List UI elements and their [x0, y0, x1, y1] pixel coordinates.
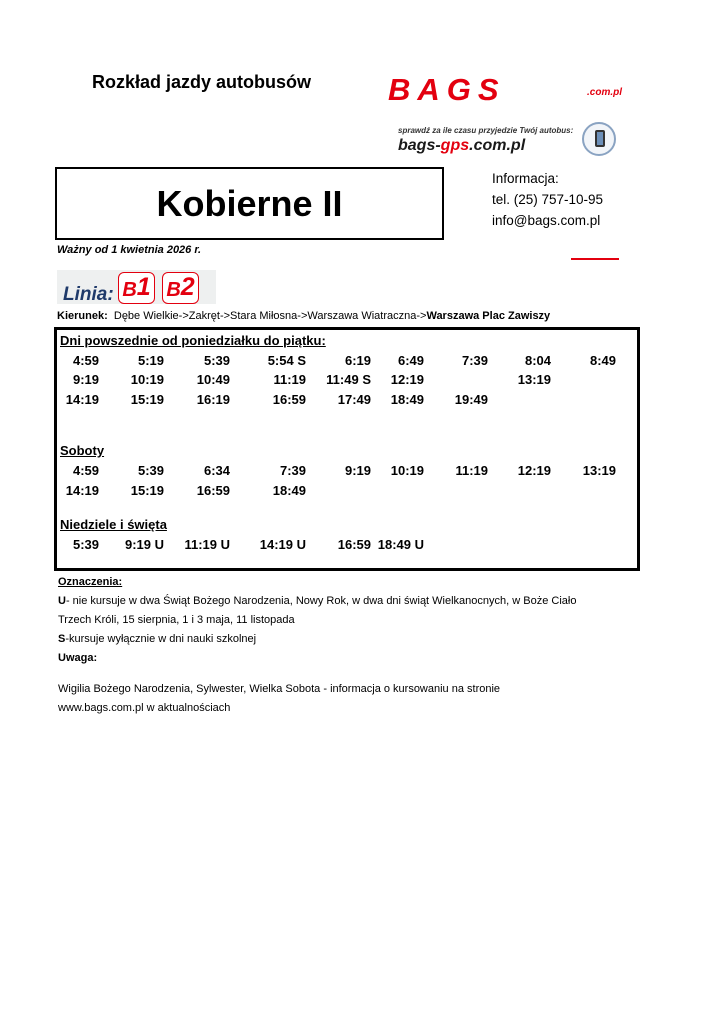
departure-time: 18:49	[390, 392, 424, 407]
legend-s-key: S	[58, 633, 66, 645]
line-letter: B	[122, 279, 137, 301]
line-label: Linia:	[63, 284, 114, 305]
timetable	[54, 327, 640, 571]
departure-time: 16:59	[337, 537, 371, 552]
legend	[58, 573, 576, 668]
remark-line-1: Wigilia Bożego Narodzenia, Sylwester, Wielka Sobota - informacja o kursowaniu na stronie	[58, 683, 501, 695]
departure-time: 18:49 U	[377, 537, 424, 552]
info-label: Informacja:	[492, 171, 559, 186]
departure-time: 16:59	[272, 392, 306, 407]
gps-tagline: sprawdź za ile czasu przyjedzie Twój autobus:	[398, 126, 574, 135]
departure-time: 11:19	[455, 463, 488, 478]
departure-time: 5:39	[72, 537, 99, 552]
direction-label: Kierunek:	[57, 310, 108, 322]
line-number: 2	[180, 273, 195, 301]
info-email[interactable]: info@bags.com.pl	[492, 213, 601, 228]
red-divider	[571, 258, 619, 260]
sundays-heading: Niedziele i święta	[60, 517, 167, 532]
remark	[58, 680, 500, 718]
smartphone-icon	[582, 122, 616, 156]
legend-u-key: U	[58, 595, 66, 607]
departure-time: 8:04	[524, 353, 551, 368]
line-letter: B	[166, 279, 181, 301]
remark-line-2: www.bags.com.pl w aktualnościach	[58, 702, 231, 714]
departure-time: 16:59	[196, 483, 230, 498]
departure-time: 9:19 U	[124, 537, 164, 552]
departure-time: 10:19	[390, 463, 424, 478]
departure-time: 8:49	[589, 353, 616, 368]
legend-s	[58, 630, 576, 649]
remark-heading: Uwaga:	[58, 652, 98, 664]
departure-time: 9:19	[344, 463, 371, 478]
departure-time: 7:39	[279, 463, 306, 478]
departure-time: 9:19	[72, 372, 99, 387]
departure-time: 10:19	[130, 372, 164, 387]
gps-url-part-c: .com.pl	[469, 137, 526, 154]
departure-time: 18:49	[272, 483, 306, 498]
departure-time: 17:49	[337, 392, 371, 407]
line-badge-b1	[118, 272, 155, 304]
departure-time: 16:19	[196, 392, 230, 407]
line-number: 1	[136, 273, 151, 301]
departure-time: 15:19	[130, 392, 164, 407]
gps-url-part-a: bags-	[398, 137, 441, 154]
legend-u-text-2: Trzech Króli, 15 sierpnia, 1 i 3 maja, 11 listopada	[58, 614, 295, 626]
stop-name-box	[55, 167, 444, 240]
valid-from: Ważny od 1 kwietnia 2026 r.	[57, 244, 202, 256]
departure-time: 6:34	[203, 463, 230, 478]
contact-info	[492, 168, 603, 231]
departure-time: 5:39	[137, 463, 164, 478]
departure-time: 13:19	[517, 372, 551, 387]
info-phone: tel. (25) 757-10-95	[492, 192, 604, 207]
departure-time: 14:19	[65, 483, 99, 498]
departure-time: 14:19 U	[259, 537, 306, 552]
departure-time: 6:49	[397, 353, 424, 368]
direction-destination: Warszawa Plac Zawiszy	[426, 310, 551, 322]
departure-time: 4:59	[72, 353, 99, 368]
departure-time: 13:19	[582, 463, 616, 478]
departure-time: 12:19	[517, 463, 551, 478]
departure-time: 15:19	[130, 483, 164, 498]
departure-time: 12:19	[390, 372, 424, 387]
gps-url-part-b: gps	[440, 137, 470, 154]
departure-time: 14:19	[65, 392, 99, 407]
weekdays-heading: Dni powszednie od poniedziałku do piątku:	[60, 333, 326, 348]
logo-sub-text: .com.pl	[587, 87, 623, 98]
direction	[57, 310, 550, 322]
departure-time: 11:19	[273, 372, 306, 387]
departure-time: 11:19 U	[184, 537, 230, 552]
departure-time: 4:59	[72, 463, 99, 478]
departure-time: 11:49 S	[326, 372, 371, 387]
logo-main-text: BAGS	[388, 72, 506, 107]
legend-heading: Oznaczenia:	[58, 576, 123, 588]
departure-time: 7:39	[461, 353, 488, 368]
gps-url[interactable]	[398, 137, 525, 155]
stop-name: Kobierne II	[156, 182, 343, 224]
line-badge-b2	[162, 272, 199, 304]
departure-time: 6:19	[344, 353, 371, 368]
saturdays-heading: Soboty	[60, 443, 105, 458]
line-badges	[57, 270, 216, 304]
direction-route: Dębe Wielkie->Zakręt->Stara Miłosna->Warszawa Wiatraczna->	[113, 310, 427, 322]
departure-time: 5:19	[137, 353, 164, 368]
legend-s-text: -kursuje wyłącznie w dni nauki szkolnej	[65, 633, 257, 645]
bags-logo	[388, 72, 648, 107]
legend-u-text: - nie kursuje w dwa Świąt Bożego Narodzenia, Nowy Rok, w dwa dni świąt Wielkanocnych, w Boże Ciało	[65, 595, 577, 607]
legend-u	[58, 592, 576, 611]
departure-time: 10:49	[196, 372, 230, 387]
departure-time: 19:49	[454, 392, 488, 407]
departure-time: 5:39	[203, 353, 230, 368]
page-title: Rozkład jazdy autobusów	[92, 72, 312, 92]
departure-time: 5:54 S	[267, 353, 306, 368]
